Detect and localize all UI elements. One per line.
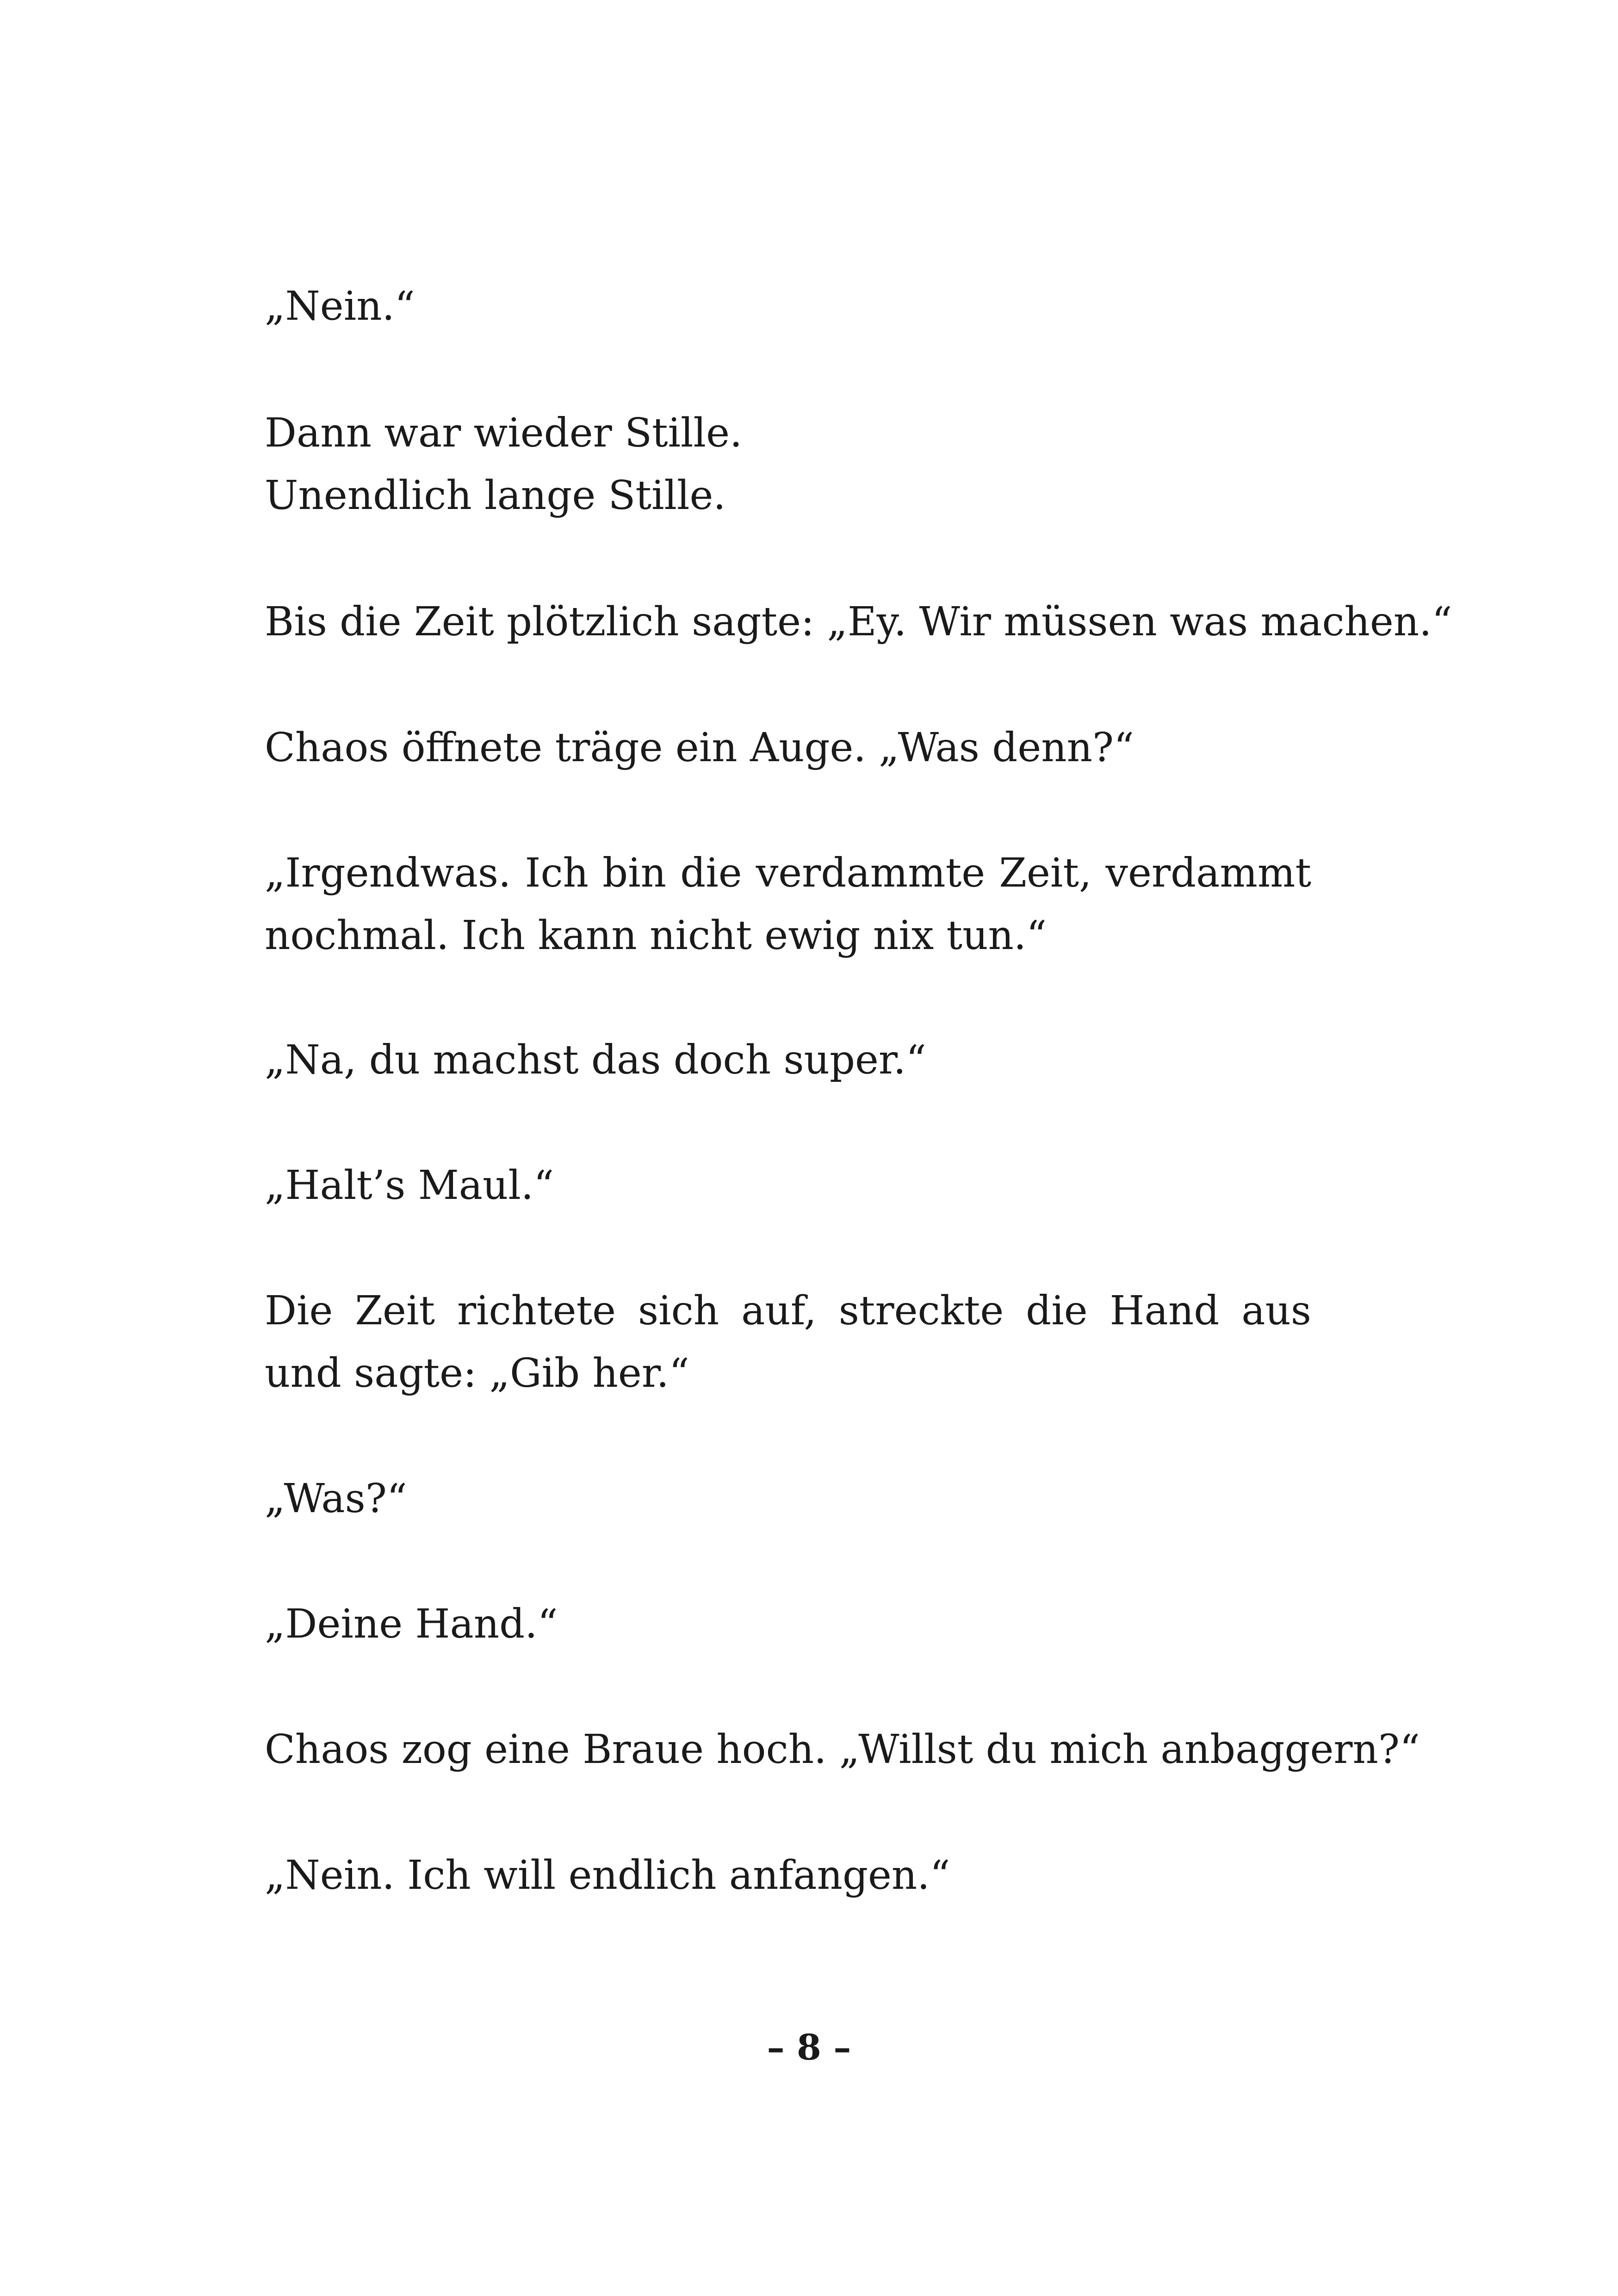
text-line: „Deine Hand.“ bbox=[265, 1601, 558, 1647]
text-line: Chaos zog eine Braue hoch. „Willst du mich anbaggern?“ bbox=[265, 1726, 1420, 1773]
paragraph bbox=[265, 275, 1311, 338]
text-line: Dann war wieder Stille. bbox=[265, 410, 743, 456]
paragraph: „Irgendwas. Ich bin die verdammte Zeit, verdammt nochmal. Ich kann nicht ewig nix tun.“ bbox=[265, 850, 1311, 959]
text-line: „Was?“ bbox=[265, 1476, 407, 1522]
text-line: „Na, du machst das doch super.“ bbox=[265, 1037, 926, 1083]
paragraph bbox=[265, 1154, 1311, 1217]
paragraph: Die Zeit richtete sich auf, streckte die Hand aus und sagte: „Gib her.“ bbox=[265, 1288, 1311, 1396]
text-line: Unendlich lange Stille. bbox=[265, 472, 726, 519]
text-line: „Nein. Ich will endlich anfangen.“ bbox=[265, 1852, 950, 1899]
text-line: „Nein.“ bbox=[265, 283, 415, 329]
text-line: Chaos öffnete träge ein Auge. „Was denn?“ bbox=[265, 725, 1134, 771]
page-number: – 8 – bbox=[767, 2027, 851, 2068]
paragraph bbox=[265, 1029, 1311, 1092]
paragraph bbox=[265, 591, 1452, 653]
text-line: „Halt’s Maul.“ bbox=[265, 1162, 554, 1209]
paragraph bbox=[265, 1719, 1420, 1781]
paragraph bbox=[265, 1468, 1311, 1530]
paragraph bbox=[265, 1844, 1311, 1907]
paragraph bbox=[265, 402, 1311, 527]
paragraph bbox=[265, 1593, 1311, 1656]
text-line: Bis die Zeit plötzlich sagte: „Ey. Wir müssen was machen.“ bbox=[265, 599, 1452, 645]
paragraph bbox=[265, 717, 1311, 779]
